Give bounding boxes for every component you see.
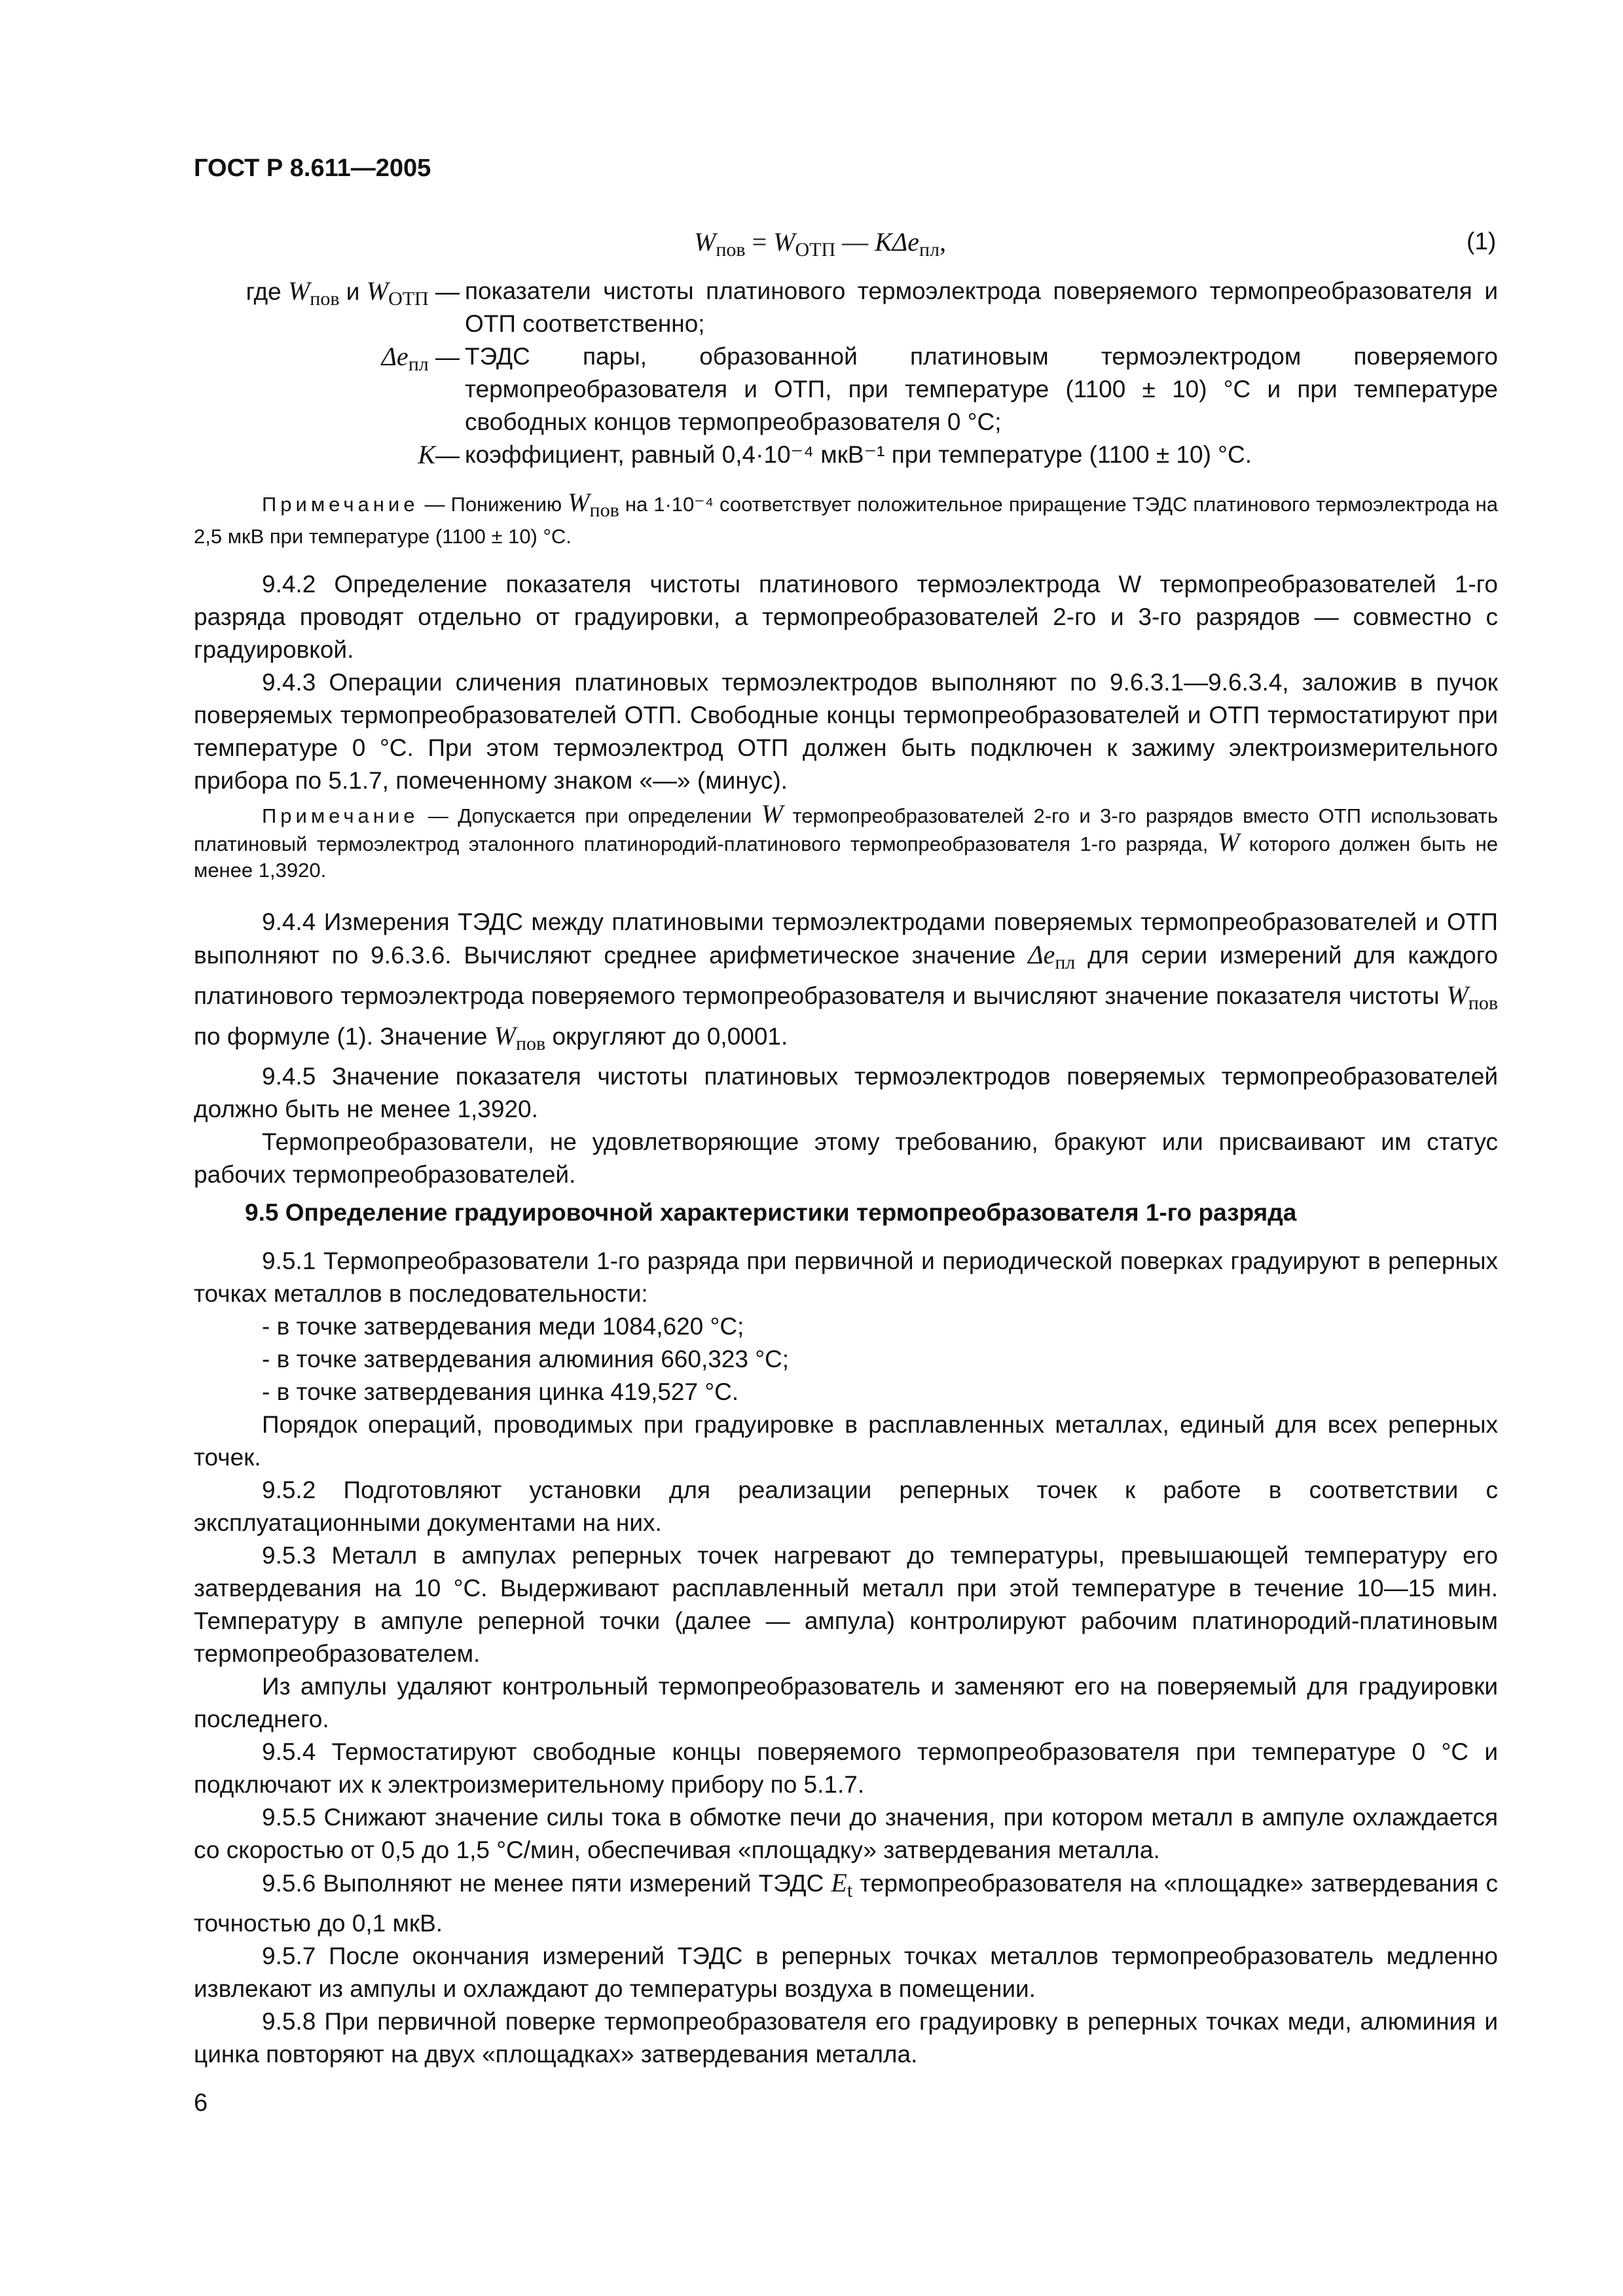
definition-text: коэффициент, равный 0,4·10⁻⁴ мкВ⁻¹ при температуре (1100 ± 10) °С. <box>465 441 1252 468</box>
paragraph-text: 9.5.6 Выполняют не менее пяти измерений ТЭДС <box>262 1870 831 1897</box>
definition-prefix: где <box>246 278 288 305</box>
formula-operator: = <box>745 227 774 257</box>
formula-subscript: пл <box>919 239 940 260</box>
note-text: которого должен быть не менее 1,3920. <box>194 833 1504 882</box>
definition-sub: ОТП <box>388 288 429 310</box>
paragraph-9-5-7: 9.5.7 После окончания измерений ТЭДС в реперных точках металлов термопреобразователь медленно извлекают из ампулы и охлаждают до температуры воздуха в помещении. <box>194 1943 1498 2002</box>
definition-dash: — <box>435 442 460 469</box>
note-text: на 1·10⁻⁴ соответствует положительное приращение ТЭДС платинового термоэлектрода на 2,5 мкВ при температуре (1100 ± 10) °С. <box>194 493 1504 548</box>
formula-operator: , <box>939 227 947 257</box>
formula-subscript: ОТП <box>795 239 836 260</box>
note-text: — Понижению <box>418 493 568 516</box>
paragraph-9-5-8: 9.5.8 При первичной поверке термопреобразователя его градуировку в реперных точках меди, алюминия и цинка повторяют на двух «площадках» затвердевания металла. <box>194 2008 1498 2068</box>
note-symbol: W <box>1217 827 1240 857</box>
paragraph-text: термопреобразователя на «площадке» затвердевания с точностью до 0,1 мкВ. <box>194 1870 1498 1937</box>
paragraph-text: 9.4.4 Измерения ТЭДС между платиновыми термоэлектродами поверяемых термопреобразователей и ОТП выполняют по 9.6.3.6. Вычисляют среднее арифметическое значение <box>194 908 1498 969</box>
paragraph-9-5-5: 9.5.5 Снижают значение силы тока в обмотке печи до значения, при котором металл в ампуле охлаждается со скоростью от 0,5 до 1,5 °С/мин, обеспечивая «площадку» затвердевания металла. <box>194 1804 1498 1863</box>
paragraph-9-4-3: 9.4.3 Операции сличения платиновых термоэлектродов выполняют по 9.6.3.1—9.6.3.4, заложив в пучок поверяемых термопреобразователей ОТП. Свободные концы термопреобразователей и ОТП термостатируют при температуре 0 °С. При этом термоэлектрод ОТП должен быть подключен к зажиму электроизмерительного прибора по 5.1.7, помеченному знаком «—» (минус). <box>194 669 1498 794</box>
note-label: Примечание <box>262 493 419 516</box>
inline-subscript: пов <box>1468 992 1498 1014</box>
paragraph-text: для серии измерений для каждого платинового термоэлектрода поверяемого термопреобразователя и вычисляют значение показателя чистоты <box>194 942 1498 1009</box>
inline-symbol: Δe <box>1028 940 1055 969</box>
paragraph-9-5-1-cont: Порядок операций, проводимых при градуировке в расплавленных металлах, единый для всех реперных точек. <box>194 1411 1498 1471</box>
section-heading-9-5: 9.5 Определение градуировочной характеристики термопреобразователя 1-го разряда <box>245 1199 1297 1226</box>
paragraph-9-5-6 <box>194 1867 1498 1940</box>
definition-sub: пл <box>408 353 429 375</box>
definition-sub: пов <box>310 288 340 310</box>
list-item: - в точке затвердевания цинка 419,527 °С. <box>262 1378 739 1405</box>
definition-item <box>194 340 1498 439</box>
section-9-4-body <box>194 568 1498 797</box>
formula-symbol: W <box>773 227 795 257</box>
note-2 <box>194 799 1504 884</box>
paragraph-text: округляют до 0,0001. <box>545 1023 788 1050</box>
definition-symbol <box>194 275 460 340</box>
definition-var: W <box>366 276 389 306</box>
definition-dash: — <box>428 344 460 370</box>
formula-operator: — <box>835 227 875 257</box>
note-subscript: пов <box>589 499 619 521</box>
definition-var: W <box>287 276 310 306</box>
formula-symbol: W <box>694 227 716 257</box>
section-9-4-continued <box>194 906 1498 1191</box>
note-symbol: W <box>568 488 590 517</box>
inline-symbol: W <box>1446 980 1468 1010</box>
inline-symbol: W <box>494 1021 516 1050</box>
note-symbol: W <box>761 799 784 829</box>
definition-var: Δe <box>381 342 409 371</box>
inline-subscript: пов <box>515 1033 546 1054</box>
list-item: - в точке затвердевания алюминия 660,323 °С; <box>262 1346 790 1372</box>
paragraph-9-5-1: 9.5.1 Термопреобразователи 1-го разряда при первичной и периодической поверках градуируют в реперных точках металлов в последовательности: <box>194 1247 1498 1307</box>
paragraph-9-5-2: 9.5.2 Подготовляют установки для реализации реперных точек к работе в соответствии с эксплуатационными документами на них. <box>194 1477 1498 1536</box>
definition-symbol <box>194 340 460 439</box>
paragraph-9-4-5-cont: Термопреобразователи, не удовлетворяющие этому требованию, бракуют или присваивают им статус рабочих термопреобразователей. <box>194 1128 1498 1188</box>
definition-text: ТЭДС пары, образованной платиновым термоэлектродом поверяемого термопреобразователя и ОТП, при температуре (1100 ± 10) °С и при температуре свободных концов термопреобразователя 0 °С; <box>465 343 1498 435</box>
note-text: термопреобразователей 2-го и 3-го разрядов вместо ОТП использовать платиновый термоэлектрод эталонного платинородий-платинового термопреобразователя 1-го разряда, <box>194 804 1504 855</box>
formula-1 <box>694 226 946 261</box>
formula-symbol: KΔe <box>875 227 920 257</box>
definition-item <box>194 439 1498 472</box>
note-text: — Допускается при определении <box>418 804 761 827</box>
definition-symbol <box>194 439 460 472</box>
definition-text: показатели чистоты платинового термоэлектрода поверяемого термопреобразователя и ОТП соответственно; <box>465 278 1498 337</box>
note-label: Примечание <box>262 804 419 827</box>
paragraph-9-5-3: 9.5.3 Металл в ампулах реперных точек нагревают до температуры, превышающей температуру его затвердевания на 10 °С. Выдерживают расплавленный металл при этой температуре в течение 10—15 мин. Температуру в ампуле реперной точки (далее — ампула) контролируют рабочим платинородий-платиновым термопреобразователем. <box>194 1542 1498 1667</box>
definitions-list <box>194 275 1498 472</box>
paragraph-9-4-5: 9.4.5 Значение показателя чистоты платиновых термоэлектродов поверяемых термопреобразователей должно быть не менее 1,3920. <box>194 1063 1498 1122</box>
paragraph-9-4-4 <box>194 906 1498 1060</box>
paragraph-text: по формуле (1). Значение <box>194 1023 494 1050</box>
note-1 <box>194 488 1504 550</box>
list-item: - в точке затвердевания меди 1084,620 °С; <box>262 1313 744 1340</box>
paragraph-9-5-4: 9.5.4 Термостатируют свободные концы поверяемого термопреобразователя при температуре 0 °С и подключают их к электроизмерительному прибору по 5.1.7. <box>194 1738 1498 1798</box>
section-9-5 <box>194 1196 1498 2071</box>
formula-subscript: пов <box>716 239 746 260</box>
formula-number: (1) <box>1467 228 1497 255</box>
definition-item <box>194 275 1498 340</box>
inline-subscript: пл <box>1055 952 1076 973</box>
inline-subscript: t <box>847 1880 853 1901</box>
inline-symbol: E <box>831 1868 847 1897</box>
definition-dash: — <box>428 278 460 305</box>
document-header: ГОСТ Р 8.611—2005 <box>194 154 431 182</box>
page-number: 6 <box>194 2089 208 2117</box>
definition-var: K <box>418 440 435 469</box>
paragraph-9-5-3-cont: Из ампулы удаляют контрольный термопреобразователь и заменяют его на поверяемый для градуировки последнего. <box>194 1673 1498 1732</box>
paragraph-9-4-2: 9.4.2 Определение показателя чистоты платинового термоэлектрода W термопреобразователей 1-го разряда проводят отдельно от градуировки, а термопреобразователей 2-го и 3-го разрядов — совместно с градуировкой. <box>194 571 1498 663</box>
definition-conj: и <box>339 278 367 305</box>
